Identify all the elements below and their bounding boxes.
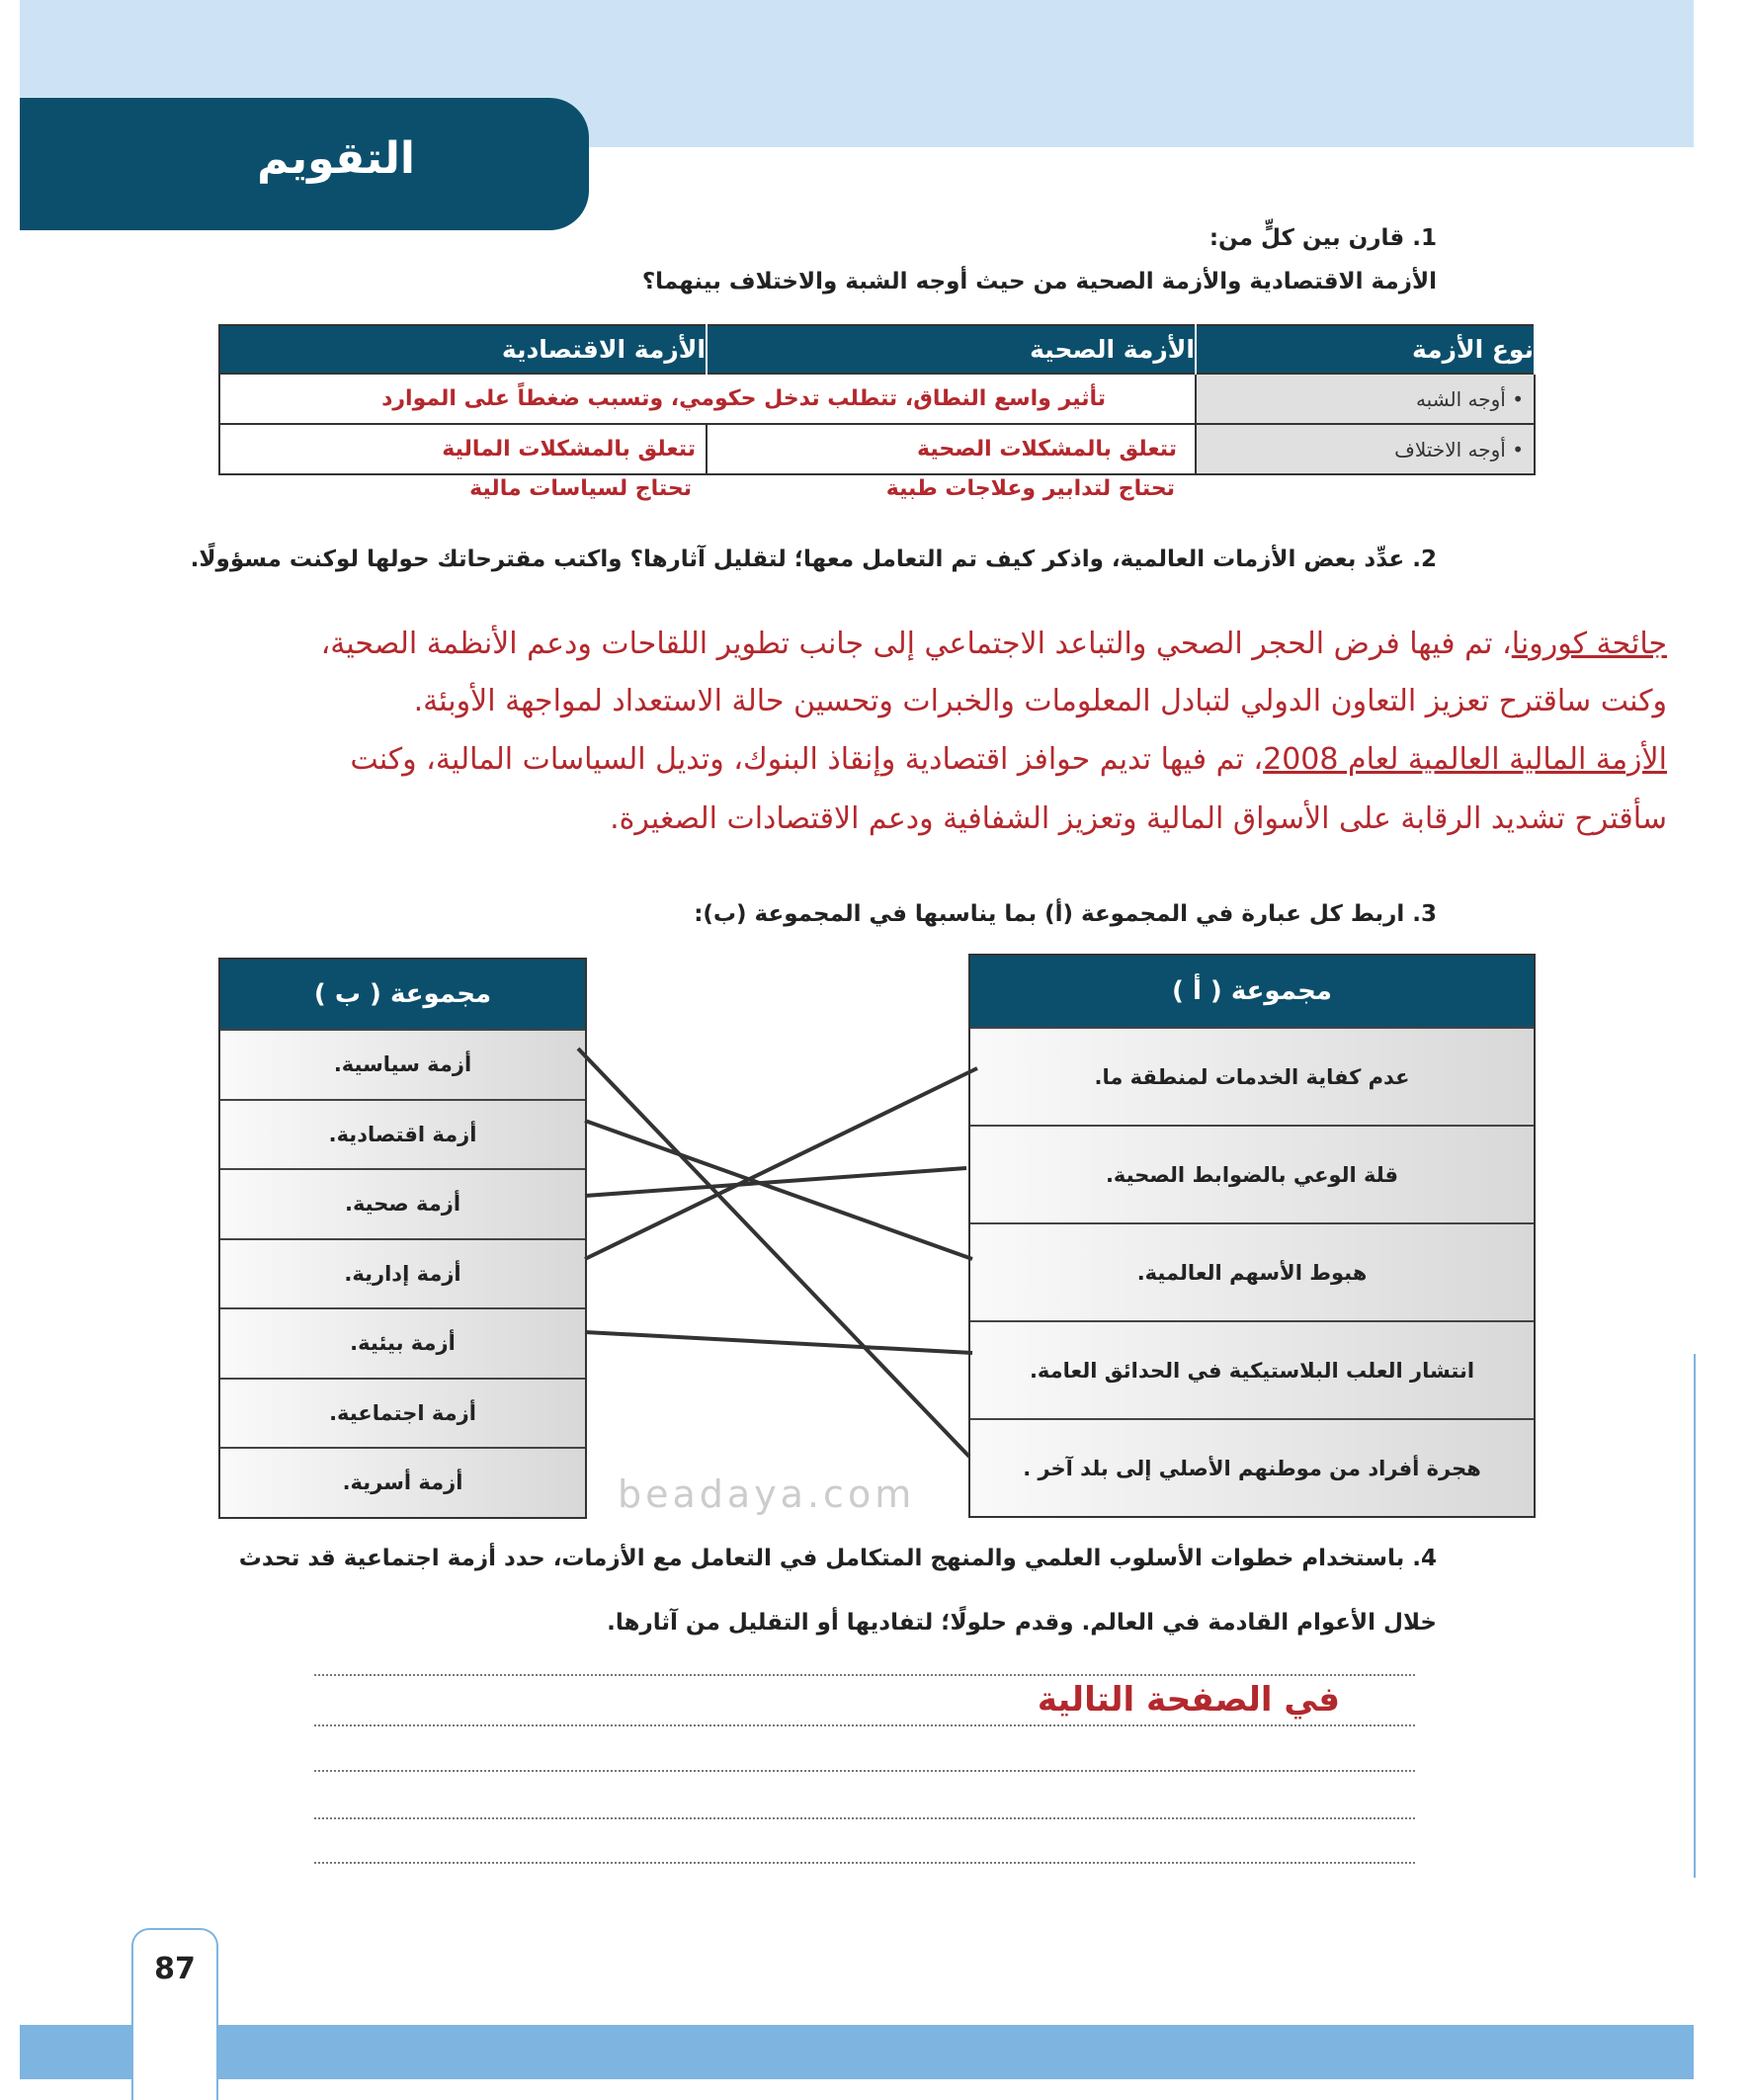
q4-answer: في الصفحة التالية — [1037, 1680, 1340, 1720]
q3-prompt-text: اربط كل عبارة في المجموعة (أ) بما يناسبها في المجموعة (ب): — [694, 901, 1405, 927]
q1-prompt-text: قارن بين كلٍّ من: — [1208, 225, 1405, 251]
economic-difference: تتعلق بالمشكلات المالية — [219, 424, 707, 474]
health-difference-2: تحتاج لتدابير وعلاجات طبية — [885, 476, 1175, 501]
answer-text-1: ، تم فيها فرض الحجر الصحي والتباعد الاجتماعي إلى جانب تطوير اللقاحات ودعم الأنظمة الصحية، — [320, 627, 1512, 661]
q4-line-1-text: باستخدام خطوات الأسلوب العلمي والمنهج المتكامل في التعامل مع الأزمات، حدد أزمة اجتماعية قد تحدث — [238, 1546, 1405, 1571]
group-b-title: مجموعة ( ب ) — [220, 960, 585, 1029]
answer-title-corona: جائحة كورونا — [1511, 627, 1667, 661]
match-line — [585, 1332, 972, 1353]
group-b-item[interactable]: أزمة اجتماعية. — [220, 1378, 585, 1448]
answer-line-4: سأقترح تشديد الرقابة على الأسواق المالية وتعزيز الشفافية ودعم الاقتصادات الصغيرة. — [610, 801, 1667, 836]
q2-prompt-text: عدِّد بعض الأزمات العالمية، واذكر كيف تم التعامل معها؛ لتقليل آثارها؟ واكتب مقترحاتك حولها لوكنت مسؤولًا. — [190, 546, 1405, 572]
answer-title-2008: الأزمة المالية العالمية لعام 2008 — [1263, 742, 1667, 777]
group-b-item[interactable]: أزمة اقتصادية. — [220, 1099, 585, 1169]
group-b-item[interactable]: أزمة بيئية. — [220, 1307, 585, 1378]
health-difference: تتعلق بالمشكلات الصحية — [707, 424, 1196, 474]
group-a-item[interactable]: انتشار العلب البلاستيكية في الحدائق العامة. — [970, 1320, 1534, 1418]
answer-dotted-line — [314, 1770, 1415, 1772]
match-line — [578, 1049, 969, 1457]
match-line — [585, 1068, 977, 1259]
group-b-item[interactable]: أزمة صحية. — [220, 1168, 585, 1238]
group-a-item[interactable]: هجرة أفراد من موطنهم الأصلي إلى بلد آخر . — [970, 1418, 1534, 1516]
group-b-item[interactable]: أزمة إدارية. — [220, 1238, 585, 1308]
group-b-item[interactable]: أزمة أسرية. — [220, 1447, 585, 1517]
q1-subprompt: الأزمة الاقتصادية والأزمة الصحية من حيث أوجه الشبة والاختلاف بينهما؟ — [641, 269, 1437, 294]
watermark: beadaya.com — [618, 1472, 916, 1516]
similarity-answer: تأثير واسع النطاق، تتطلب تدخل حكومي، وتسبب ضغطاً على الموارد — [381, 386, 1106, 411]
right-margin-line — [1694, 1354, 1696, 1878]
answer-dotted-line — [314, 1674, 1415, 1676]
bottom-band — [20, 2025, 1694, 2079]
answer-text-3: ، تم فيها تديم حوافز اقتصادية وإنقاذ البنوك، وتديل السياسات المالية، وكنت — [350, 742, 1264, 777]
header-crisis-type: نوع الأزمة — [1196, 325, 1535, 374]
difference-label: • أوجه الاختلاف — [1196, 424, 1535, 474]
economic-difference-2: تحتاج لسياسات مالية — [469, 476, 692, 501]
answer-line-2: وكنت ساقترح تعزيز التعاون الدولي لتبادل المعلومات والخبرات وتحسين حالة الاستعداد لمواجهة الأوبئة. — [413, 684, 1667, 718]
section-title: التقويم — [257, 133, 415, 184]
header-health: الأزمة الصحية — [707, 325, 1196, 374]
q3-number: 3. — [1412, 901, 1437, 927]
answer-dotted-line — [314, 1724, 1415, 1726]
group-a-title: مجموعة ( أ ) — [970, 956, 1534, 1027]
q4-number: 4. — [1412, 1546, 1437, 1571]
q4-line-1 — [239, 1546, 1437, 1571]
group-b-item[interactable]: أزمة سياسية. — [220, 1029, 585, 1099]
answer-dotted-line — [314, 1862, 1415, 1864]
group-a-item[interactable]: هبوط الأسهم العالمية. — [970, 1222, 1534, 1320]
answer-dotted-line — [314, 1817, 1415, 1819]
group-a-item[interactable]: عدم كفاية الخدمات لمنطقة ما. — [970, 1027, 1534, 1125]
q2-number: 2. — [1412, 546, 1437, 572]
page-number: 87 — [154, 1952, 196, 1986]
group-a-item[interactable]: قلة الوعي بالضوابط الصحية. — [970, 1125, 1534, 1222]
header-economic: الأزمة الاقتصادية — [219, 325, 707, 374]
similarity-label: • أوجه الشبه — [1196, 374, 1535, 424]
q4-line-2: خلال الأعوام القادمة في العالم. وقدم حلولًا؛ لتفاديها أو التقليل من آثارها. — [607, 1610, 1437, 1636]
q1-number: 1. — [1412, 225, 1437, 251]
match-line — [585, 1168, 966, 1196]
